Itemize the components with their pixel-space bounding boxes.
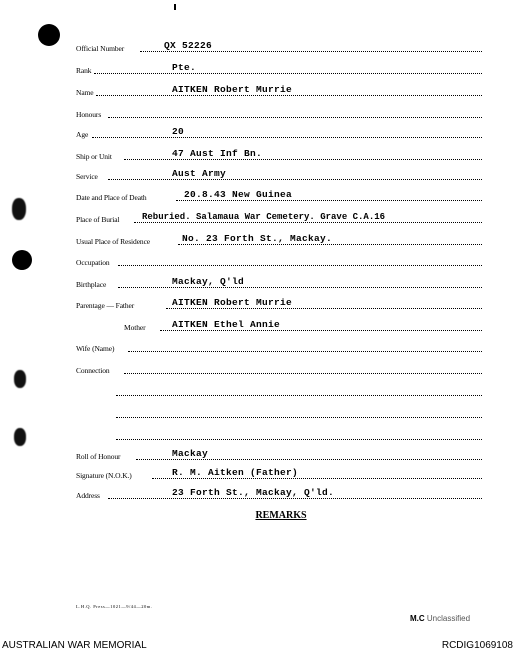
birthplace-label: Birthplace (76, 280, 107, 289)
scan-mark (174, 4, 176, 10)
age-label: Age (76, 130, 89, 139)
burial-value: Reburied. Salamaua War Cemetery. Grave C.A.16 (142, 212, 386, 222)
rank-label: Rank (76, 66, 92, 75)
row-signature (0, 467, 517, 481)
row-connection (0, 362, 517, 376)
service-value: Aust Army (172, 168, 227, 179)
roll-of-honour-value: Mackay (172, 448, 209, 459)
address-label: Address (76, 491, 100, 500)
rank-value: Pte. (172, 62, 197, 73)
residence-label: Usual Place of Residence (76, 237, 151, 246)
honours-label: Honours (76, 110, 102, 119)
stamp-text: Unclassified (426, 614, 471, 623)
row-service (0, 168, 517, 182)
row-rank (0, 62, 517, 76)
official-number-value: QX 52226 (164, 40, 213, 51)
footer-source: AUSTRALIAN WAR MEMORIAL (2, 640, 147, 651)
stamp-mark: M.C (410, 614, 425, 623)
birthplace-value: Mackay, Q'ld (172, 276, 245, 287)
occupation-label: Occupation (76, 258, 110, 267)
row-death (0, 189, 517, 203)
mother-value: AITKEN Ethel Annie (172, 319, 281, 330)
ship-or-unit-label: Ship or Unit (76, 152, 112, 161)
remarks-heading: REMARKS (255, 510, 307, 521)
row-birthplace (0, 276, 517, 290)
residence-value: No. 23 Forth St., Mackay. (182, 233, 333, 244)
row-ship-or-unit (0, 148, 517, 162)
death-label: Date and Place of Death (76, 193, 147, 202)
father-label: Parentage — Father (76, 301, 135, 310)
row-address (0, 487, 517, 501)
name-value: AITKEN Robert Murrie (172, 84, 293, 95)
connection-continuation-line (0, 406, 517, 420)
row-wife (0, 340, 517, 354)
row-name (0, 84, 517, 98)
row-residence (0, 233, 517, 247)
row-occupation (0, 254, 517, 268)
signature-value: R. M. Aitken (Father) (172, 467, 299, 478)
ship-or-unit-value: 47 Aust Inf Bn. (172, 148, 263, 159)
signature-label: Signature (N.O.K.) (76, 471, 132, 480)
official-number-label: Official Number (76, 44, 125, 53)
row-father (0, 297, 517, 311)
connection-continuation-line (0, 428, 517, 442)
mother-label: Mother (124, 323, 146, 332)
wife-label: Wife (Name) (76, 344, 115, 353)
classification-stamp (410, 614, 470, 623)
footer-record-id: RCDIG1069108 (441, 640, 513, 651)
name-label: Name (76, 88, 94, 97)
print-code: L.H.Q. Press—1021—9/44—20m. (76, 604, 153, 609)
row-age (0, 126, 517, 140)
row-official-number (0, 40, 517, 54)
address-value: 23 Forth St., Mackay, Q'ld. (172, 487, 335, 498)
burial-label: Place of Burial (76, 215, 120, 224)
roll-of-honour-label: Roll of Honour (76, 452, 121, 461)
death-value: 20.8.43 New Guinea (184, 189, 293, 200)
row-honours (0, 106, 517, 120)
archive-footer (0, 640, 517, 654)
connection-label: Connection (76, 366, 110, 375)
row-mother (0, 319, 517, 333)
connection-continuation-line (0, 384, 517, 398)
father-value: AITKEN Robert Murrie (172, 297, 293, 308)
service-label: Service (76, 172, 98, 181)
row-roll-of-honour (0, 448, 517, 462)
age-value: 20 (172, 126, 185, 137)
row-burial (0, 211, 517, 225)
